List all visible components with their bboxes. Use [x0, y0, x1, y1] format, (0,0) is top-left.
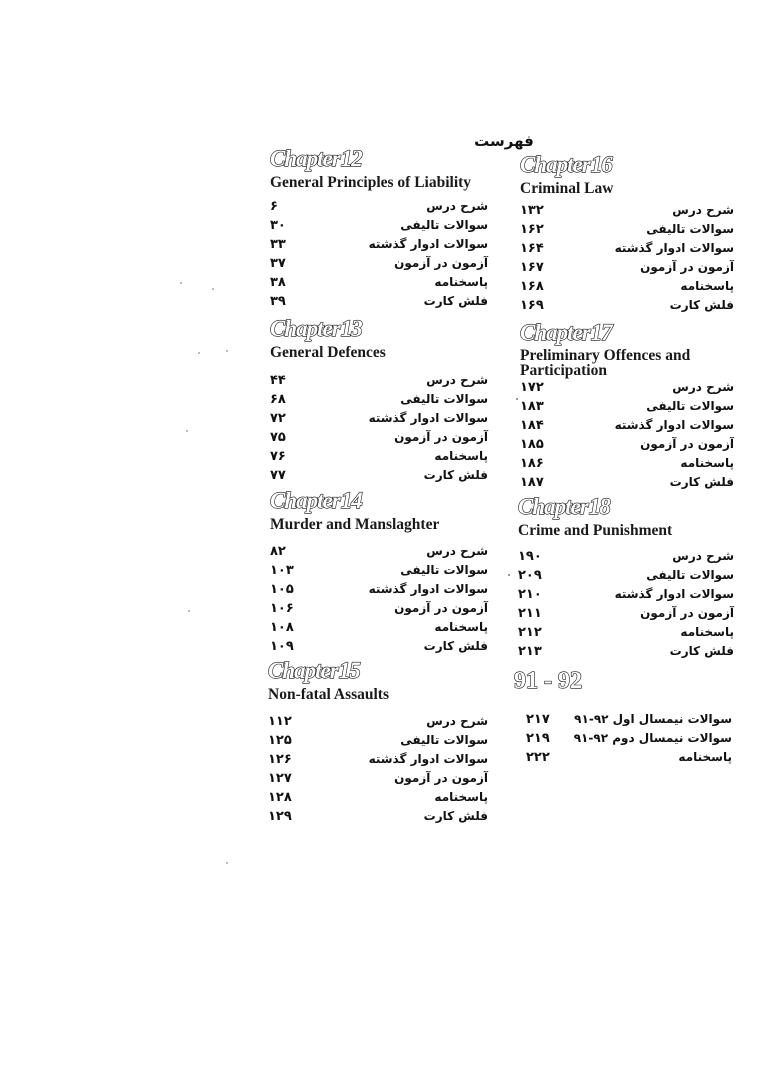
- exam-section-entries: [526, 710, 732, 767]
- chapter-18-block: [518, 494, 734, 661]
- scan-speck: [188, 610, 190, 612]
- chapter-subtitle: Murder and Manslaghter: [270, 516, 440, 533]
- toc-entry[interactable]: [270, 197, 488, 216]
- page-number: ۱۱۲: [268, 714, 292, 729]
- toc-entry[interactable]: [520, 397, 734, 416]
- toc-entry[interactable]: [270, 637, 488, 656]
- page-number: ۲۱۳: [518, 644, 542, 659]
- chapter-subtitle: Preliminary Offences and Participation: [520, 347, 691, 379]
- entry-label: پاسخنامه: [434, 449, 488, 463]
- chapter-heading: Chapter18: [518, 494, 610, 519]
- toc-entry[interactable]: [268, 712, 488, 731]
- page-number: ۲۲۲: [526, 750, 550, 765]
- page-number: ۱۰۸: [270, 620, 294, 635]
- chapter-entries: [270, 542, 488, 656]
- toc-entry[interactable]: [270, 428, 488, 447]
- page-number: ۱۰۹: [270, 639, 294, 654]
- entry-label: آزمون در آزمون: [394, 771, 488, 785]
- toc-entry[interactable]: [270, 235, 488, 254]
- chapter-number: 12: [340, 146, 362, 171]
- toc-entry[interactable]: [526, 710, 732, 729]
- page-number: ۲۱۲: [518, 625, 542, 640]
- entry-label: پاسخنامه: [434, 275, 488, 289]
- entry-label: آزمون در آزمون: [640, 437, 734, 451]
- entry-label: آزمون در آزمون: [640, 606, 734, 620]
- chapter-12-block: [270, 146, 488, 311]
- entry-label: پاسخنامه: [680, 625, 734, 639]
- toc-entry[interactable]: [268, 807, 488, 826]
- entry-label: سوالات تالیفی: [646, 222, 734, 236]
- page-number: ۱۷۲: [520, 380, 544, 395]
- entry-label: سوالات نیمسال اول ۹۲-۹۱: [574, 712, 732, 726]
- chapter-heading: Chapter14: [270, 488, 362, 513]
- toc-entry[interactable]: [270, 599, 488, 618]
- entry-label: فلش کارت: [423, 639, 488, 653]
- toc-entry[interactable]: [270, 561, 488, 580]
- page-number: ۲۰۹: [518, 568, 542, 583]
- entry-label: فلش کارت: [669, 644, 734, 658]
- toc-entry[interactable]: [270, 466, 488, 485]
- chapter-17-block: [520, 320, 734, 492]
- entry-label: سوالات ادوار گذشته: [368, 411, 488, 425]
- entry-label: آزمون در آزمون: [394, 601, 488, 615]
- page-number: ۱۸۳: [520, 399, 544, 414]
- entry-label: شرح درس: [426, 199, 488, 213]
- chapter-16-block: [520, 152, 734, 315]
- toc-entry[interactable]: [270, 371, 488, 390]
- toc-entry[interactable]: [270, 618, 488, 637]
- chapter-subtitle: Criminal Law: [520, 180, 614, 197]
- chapter-number: 13: [340, 316, 362, 341]
- chapter-number: 15: [338, 658, 360, 683]
- page-number: ۱۹۰: [518, 549, 542, 564]
- page-number: ۱۲۶: [268, 752, 292, 767]
- chapter-13-block: [270, 316, 488, 485]
- chapter-15-block: [268, 658, 488, 826]
- chapter-subtitle: General Principles of Liability: [270, 174, 472, 191]
- entry-label: سوالات تالیفی: [400, 392, 488, 406]
- toc-entry[interactable]: [520, 296, 734, 315]
- entry-label: سوالات ادوار گذشته: [614, 241, 734, 255]
- entry-label: فلش کارت: [669, 475, 734, 489]
- page-number: ۱۶۸: [520, 279, 544, 294]
- chapter-subtitle: Non-fatal Assaults: [268, 686, 390, 703]
- toc-entry[interactable]: [518, 642, 734, 661]
- page-number: ۷۵: [270, 430, 286, 445]
- entry-label: فلش کارت: [423, 294, 488, 308]
- entry-label: سوالات نیمسال دوم ۹۲-۹۱: [573, 731, 732, 745]
- chapter-14-block: [270, 488, 488, 656]
- chapter-entries: [268, 712, 488, 826]
- entry-label: فلش کارت: [423, 809, 488, 823]
- page-number: ۶۸: [270, 392, 286, 407]
- scan-speck: [226, 862, 228, 864]
- toc-entry[interactable]: [520, 239, 734, 258]
- entry-label: سوالات ادوار گذشته: [368, 752, 488, 766]
- chapter-entries: [520, 378, 734, 492]
- entry-label: آزمون در آزمون: [640, 260, 734, 274]
- scan-speck: [516, 398, 518, 400]
- page-number: ۲۱۷: [526, 712, 550, 727]
- toc-entry[interactable]: [270, 292, 488, 311]
- chapter-heading: Chapter16: [520, 152, 612, 177]
- scan-speck: [212, 288, 214, 290]
- entry-label: شرح درس: [426, 373, 488, 387]
- entry-label: پاسخنامه: [434, 620, 488, 634]
- chapter-heading: Chapter13: [270, 316, 362, 341]
- chapter-number: 17: [590, 320, 612, 345]
- page-number: ۱۰۵: [270, 582, 294, 597]
- chapter-heading: Chapter17: [520, 320, 612, 345]
- chapter-subtitle: General Defences: [270, 344, 386, 361]
- toc-entry[interactable]: [520, 258, 734, 277]
- toc-entry[interactable]: [270, 447, 488, 466]
- toc-entry[interactable]: [520, 473, 734, 492]
- toc-entry[interactable]: [270, 216, 488, 235]
- chapter-heading: Chapter12: [270, 146, 362, 171]
- page-number: ۲۱۹: [526, 731, 550, 746]
- entry-label: پاسخنامه: [434, 790, 488, 804]
- page-title: فهرست: [474, 132, 534, 150]
- toc-entry[interactable]: [270, 273, 488, 292]
- chapter-entries: [270, 197, 488, 311]
- entry-label: شرح درس: [672, 203, 734, 217]
- entry-label: سوالات ادوار گذشته: [368, 237, 488, 251]
- page-number: ۱۰۳: [270, 563, 294, 578]
- scan-speck: [198, 352, 200, 354]
- page-number: ۳۳: [270, 237, 286, 252]
- scan-speck: [508, 574, 510, 576]
- scan-speck: [180, 282, 182, 284]
- toc-entry[interactable]: [268, 750, 488, 769]
- page-number: ۱۶۹: [520, 298, 544, 313]
- chapter-number: 16: [590, 152, 612, 177]
- toc-entry[interactable]: [270, 409, 488, 428]
- page-number: ۳۰: [270, 218, 286, 233]
- toc-entry[interactable]: [268, 769, 488, 788]
- entry-label: پاسخنامه: [680, 279, 734, 293]
- entry-label: پاسخنامه: [680, 456, 734, 470]
- entry-label: سوالات تالیفی: [400, 218, 488, 232]
- chapter-heading: Chapter15: [268, 658, 360, 683]
- entry-label: سوالات تالیفی: [646, 568, 734, 582]
- page-number: ۱۸۴: [520, 418, 544, 433]
- toc-entry[interactable]: [268, 731, 488, 750]
- page-number: ۱۶۴: [520, 241, 544, 256]
- page-number: ۷۲: [270, 411, 286, 426]
- chapter-number: 14: [340, 488, 362, 513]
- entry-label: شرح درس: [426, 544, 488, 558]
- toc-entry[interactable]: [526, 748, 732, 767]
- scan-speck: [226, 350, 228, 352]
- toc-entry[interactable]: [520, 277, 734, 296]
- entry-label: فلش کارت: [669, 298, 734, 312]
- chapter-entries: [518, 547, 734, 661]
- toc-entry[interactable]: [520, 220, 734, 239]
- entry-label: سوالات ادوار گذشته: [368, 582, 488, 596]
- entry-label: شرح درس: [426, 714, 488, 728]
- page-number: ۱۲۸: [268, 790, 292, 805]
- toc-entry[interactable]: [518, 604, 734, 623]
- toc-entry[interactable]: [270, 390, 488, 409]
- page-number: ۱۸۵: [520, 437, 544, 452]
- toc-entry[interactable]: [270, 542, 488, 561]
- entry-label: سوالات تالیفی: [400, 563, 488, 577]
- page-number: ۴۴: [270, 373, 286, 388]
- entry-label: سوالات تالیفی: [400, 733, 488, 747]
- entry-label: شرح درس: [672, 549, 734, 563]
- page-number: ۱۶۲: [520, 222, 544, 237]
- entry-label: پاسخنامه: [678, 750, 732, 764]
- chapter-entries: [520, 201, 734, 315]
- entry-label: شرح درس: [672, 380, 734, 394]
- page-number: ۱۸۶: [520, 456, 544, 471]
- chapter-subtitle: Crime and Punishment: [518, 522, 673, 539]
- chapter-number: 18: [588, 494, 610, 519]
- chapter-entries: [270, 371, 488, 485]
- entry-label: فلش کارت: [423, 468, 488, 482]
- scan-speck: [186, 430, 188, 432]
- page-number: ۸۲: [270, 544, 286, 559]
- toc-entry[interactable]: [518, 585, 734, 604]
- page-number: ۷۷: [270, 468, 286, 483]
- page-number: ۱۳۲: [520, 203, 544, 218]
- page-number: ۱۲۹: [268, 809, 292, 824]
- toc-entry[interactable]: [268, 788, 488, 807]
- toc-entry[interactable]: [270, 254, 488, 273]
- entry-label: آزمون در آزمون: [394, 256, 488, 270]
- toc-entry[interactable]: [520, 378, 734, 397]
- entry-label: سوالات ادوار گذشته: [614, 418, 734, 432]
- entry-label: آزمون در آزمون: [394, 430, 488, 444]
- page-number: ۱۸۷: [520, 475, 544, 490]
- page-number: ۷۶: [270, 449, 286, 464]
- page-number: ۱۶۷: [520, 260, 544, 275]
- toc-entry[interactable]: [518, 566, 734, 585]
- page-number: ۲۱۰: [518, 587, 542, 602]
- page-number: ۱۲۵: [268, 733, 292, 748]
- toc-entry[interactable]: [520, 201, 734, 220]
- page-number: ۳۸: [270, 275, 286, 290]
- toc-entry[interactable]: [518, 623, 734, 642]
- page-number: ۱۰۶: [270, 601, 294, 616]
- exam-section-heading: 91 - 92: [514, 668, 582, 694]
- page-number: ۳۷: [270, 256, 286, 271]
- page-number: ۶: [270, 199, 278, 214]
- toc-entry[interactable]: [526, 729, 732, 748]
- toc-entry[interactable]: [270, 580, 488, 599]
- toc-entry[interactable]: [520, 454, 734, 473]
- entry-label: سوالات تالیفی: [646, 399, 734, 413]
- toc-entry[interactable]: [520, 416, 734, 435]
- entry-label: سوالات ادوار گذشته: [614, 587, 734, 601]
- toc-entry[interactable]: [520, 435, 734, 454]
- page-number: ۲۱۱: [518, 606, 542, 621]
- page-number: ۱۲۷: [268, 771, 292, 786]
- page-number: ۳۹: [270, 294, 286, 309]
- toc-entry[interactable]: [518, 547, 734, 566]
